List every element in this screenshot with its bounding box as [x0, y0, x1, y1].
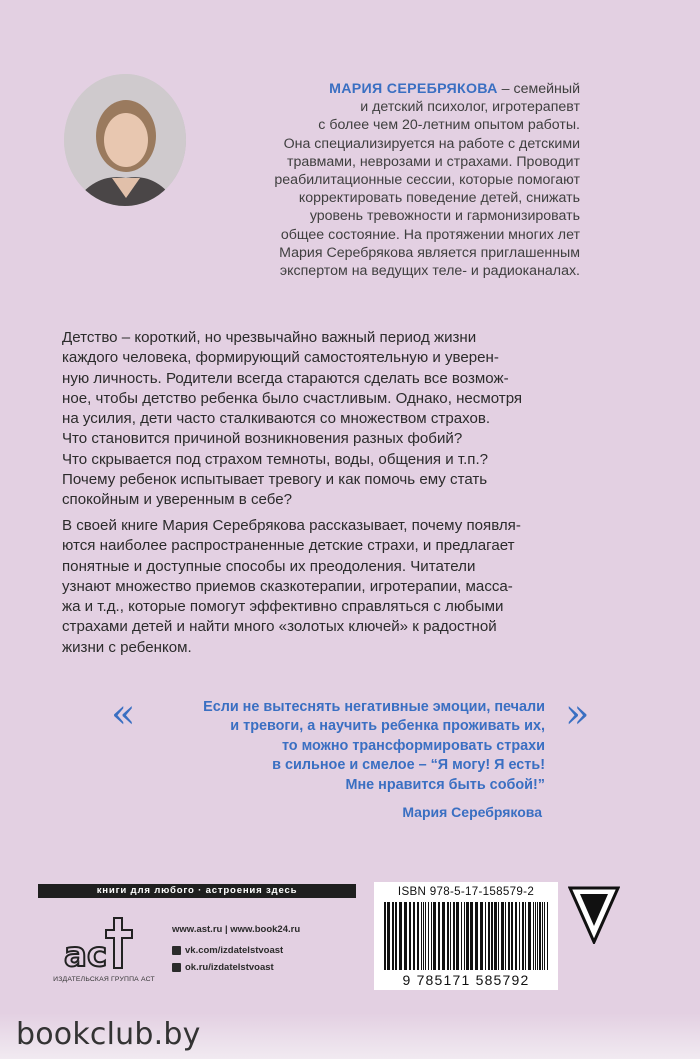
barcode-icon [384, 902, 548, 970]
ok-icon [172, 963, 181, 972]
vk-link [172, 945, 283, 956]
bio-line: уровень тревожности и гармонизировать [309, 208, 580, 225]
paragraph-line: на усилия, дети часто сталкиваются со множеством страхов. [62, 410, 491, 428]
series-bar: книги для любого · астроения здесь [38, 884, 356, 898]
v-logo-icon [568, 884, 620, 944]
isbn: ISBN 978-5-17-158579-2 [397, 885, 535, 898]
bio-line: корректировать поведение детей, снижать [298, 190, 580, 207]
website-links: www.ast.ru | www.book24.ru [172, 924, 301, 935]
bio-line: Мария Серебрякова является приглашенным [279, 244, 580, 261]
bio-line: реабилитационные сессии, которые помогают [274, 172, 580, 189]
watermark-text: bookclub.by [16, 1017, 201, 1052]
paragraph-line: страхами детей и найти много «золотых ключей» к радостной [62, 618, 497, 636]
author-photo [64, 74, 186, 206]
bio-line: – семейный [497, 81, 580, 97]
quote-line: Мне нравится быть собой!” [345, 776, 545, 793]
vk-link-text: vk.com/izdatelstvoast [185, 945, 284, 956]
paragraph-line: Детство – короткий, но чрезвычайно важный период жизни [62, 329, 477, 346]
quote-line: в сильное и смелое – “Я могу! Я есть! [272, 757, 545, 774]
paragraph-line: жа и т.д., которые помогут эффективно справляться с любыми [62, 598, 504, 616]
publisher-name: ИЗДАТЕЛЬСКАЯ ГРУППА АСТ [53, 976, 155, 983]
quote-line: то можно трансформировать страхи [281, 737, 545, 754]
quote-line: Если не вытеснять негативные эмоции, печали [203, 699, 545, 715]
paragraph-line: Что скрывается под страхом темноты, воды, общения и т.п.? [62, 450, 489, 468]
watermark [0, 1013, 700, 1059]
paragraph-line: ную личность. Родители всегда стараются сделать все возмож- [62, 369, 509, 387]
bio-line: общее состояние. На протяжении многих лет [280, 226, 580, 243]
bio-line: с более чем 20-летним опытом работы. [318, 117, 580, 134]
paragraph-line: понятные и доступные способы их преодоления. Читатели [62, 557, 476, 575]
paragraph-line: Что становится причиной возникновения разных фобий? [62, 430, 463, 448]
paragraph-line: ются наиболее распространенные детские страхи, и предлагает [62, 537, 515, 555]
quote-close-mark: » [565, 691, 590, 737]
paragraph-line: ное, чтобы детство ребенка было счастливым. Однако, несмотря [62, 389, 523, 407]
barcode-number: 9 785171 585792 [402, 972, 530, 988]
author-bio [205, 80, 580, 280]
description-paragraph-1 [62, 328, 622, 511]
paragraph-line: жизни с ребенком. [62, 638, 192, 656]
paragraph-line: В своей книге Мария Серебрякова рассказывает, почему появля- [62, 517, 521, 534]
author-name: МАРИЯ СЕРЕБРЯКОВА [329, 81, 498, 97]
svg-text:ac: ac [64, 935, 108, 974]
bio-line: экспертом на ведущих теле- и радиоканалах. [279, 263, 580, 280]
description-paragraph-2 [62, 516, 622, 658]
bio-line: травмами, неврозами и страхами. Проводит [286, 153, 580, 170]
bio-line: и детский психолог, игротерапевт [360, 99, 580, 116]
barcode-box [374, 882, 558, 990]
ok-link-text: ok.ru/izdatelstvoast [185, 962, 274, 973]
quote-open-mark: « [111, 691, 136, 737]
paragraph-line: каждого человека, формирующий самостоятельную и уверен- [62, 349, 499, 367]
quote-author: Мария Серебрякова [402, 804, 542, 820]
pull-quote [150, 698, 545, 795]
ast-logo-icon [60, 908, 140, 974]
bio-line: Она специализируется на работе с детскими [283, 135, 580, 152]
vk-icon [172, 946, 181, 955]
paragraph-line: Почему ребенок испытывает тревогу и как помочь ему стать [62, 471, 488, 489]
paragraph-line: спокойным и уверенным в себе? [62, 491, 293, 509]
paragraph-line: узнают множество приемов сказкотерапии, игротерапии, масса- [62, 577, 513, 595]
quote-line: и тревоги, а научить ребенка проживать их, [230, 718, 545, 735]
ok-link [172, 962, 274, 973]
